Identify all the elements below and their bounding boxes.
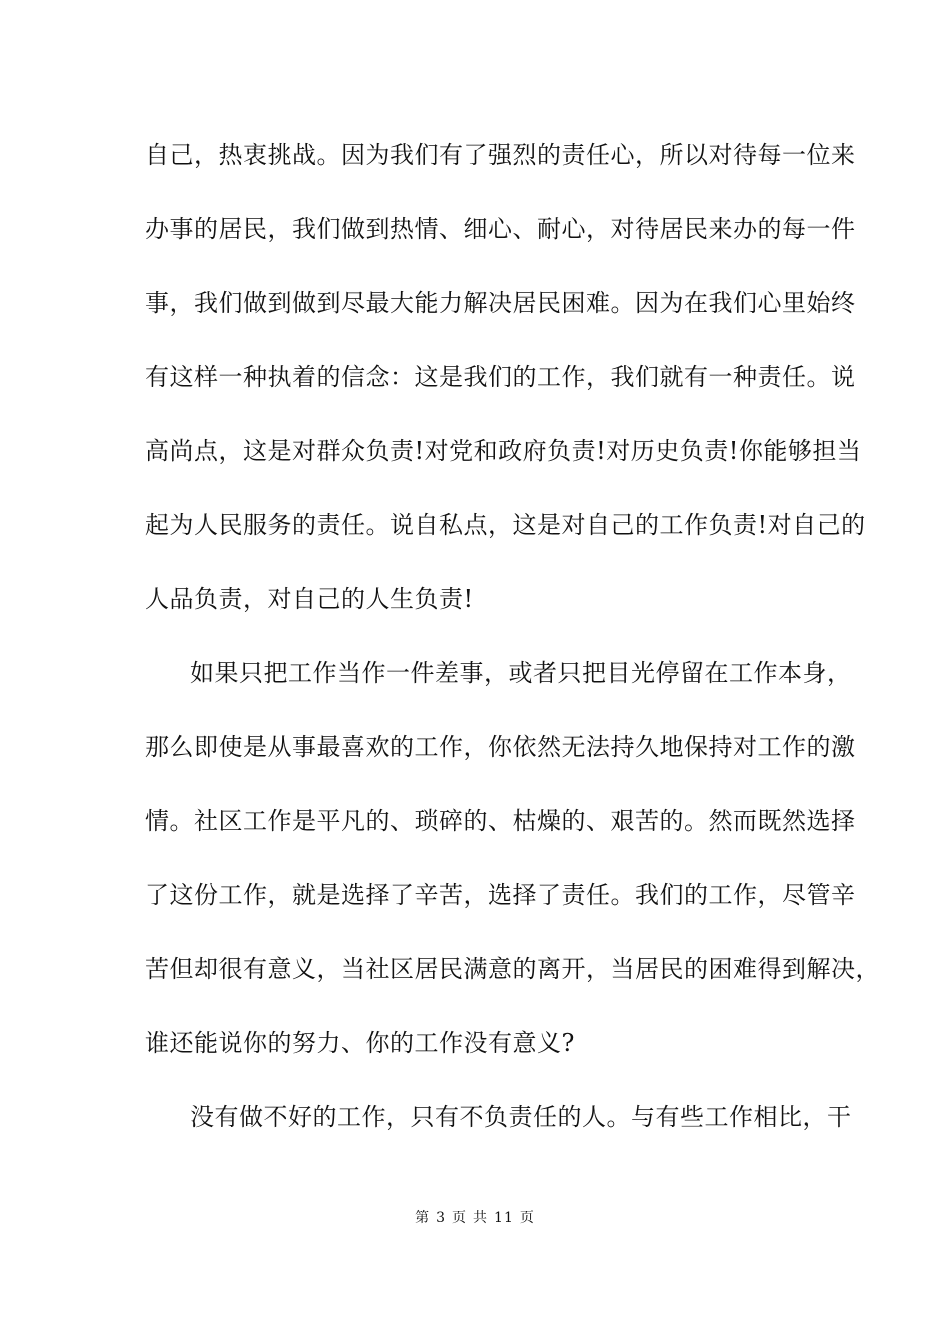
paragraph-line: 事，我们做到做到尽最大能力解决居民困难。因为在我们心里始终 [145, 289, 856, 317]
paragraph-line: 了这份工作，就是选择了辛苦，选择了责任。我们的工作，尽管辛 [145, 881, 856, 909]
paragraph-line: 起为人民服务的责任。说自私点，这是对自己的工作负责!对自己的 [145, 511, 866, 539]
page-footer [0, 1209, 950, 1227]
paragraph-line: 高尚点，这是对群众负责!对党和政府负责!对历史负责!你能够担当 [145, 437, 862, 465]
paragraph-line: 情。社区工作是平凡的、琐碎的、枯燥的、艰苦的。然而既然选择 [145, 807, 856, 835]
footer-total-unit: 页 [519, 1210, 535, 1226]
paragraph-line: 那么即使是从事最喜欢的工作，你依然无法持久地保持对工作的激 [145, 733, 856, 761]
footer-total-pages: 11 [494, 1210, 514, 1226]
paragraph-line: 有这样一种执着的信念：这是我们的工作，我们就有一种责任。说 [145, 363, 856, 391]
paragraph-line: 办事的居民，我们做到热情、细心、耐心，对待居民来办的每一件 [145, 215, 856, 243]
paragraph-line: 自己，热衷挑战。因为我们有了强烈的责任心，所以对待每一位来 [145, 141, 856, 169]
footer-current-page: 3 [436, 1210, 447, 1226]
paragraph-line: 谁还能说你的努力、你的工作没有意义? [145, 1029, 575, 1057]
footer-page-unit: 页 [452, 1210, 468, 1226]
paragraph-line: 如果只把工作当作一件差事，或者只把目光停留在工作本身， [190, 659, 852, 687]
paragraph-line: 苦但却很有意义，当社区居民满意的离开，当居民的困难得到解决， [145, 955, 880, 983]
footer-prefix: 第 [415, 1210, 431, 1226]
paragraph-line: 人品负责，对自己的人生负责! [145, 585, 474, 613]
footer-total-prefix: 共 [473, 1210, 489, 1226]
paragraph-line: 没有做不好的工作，只有不负责任的人。与有些工作相比，干 [190, 1103, 852, 1131]
